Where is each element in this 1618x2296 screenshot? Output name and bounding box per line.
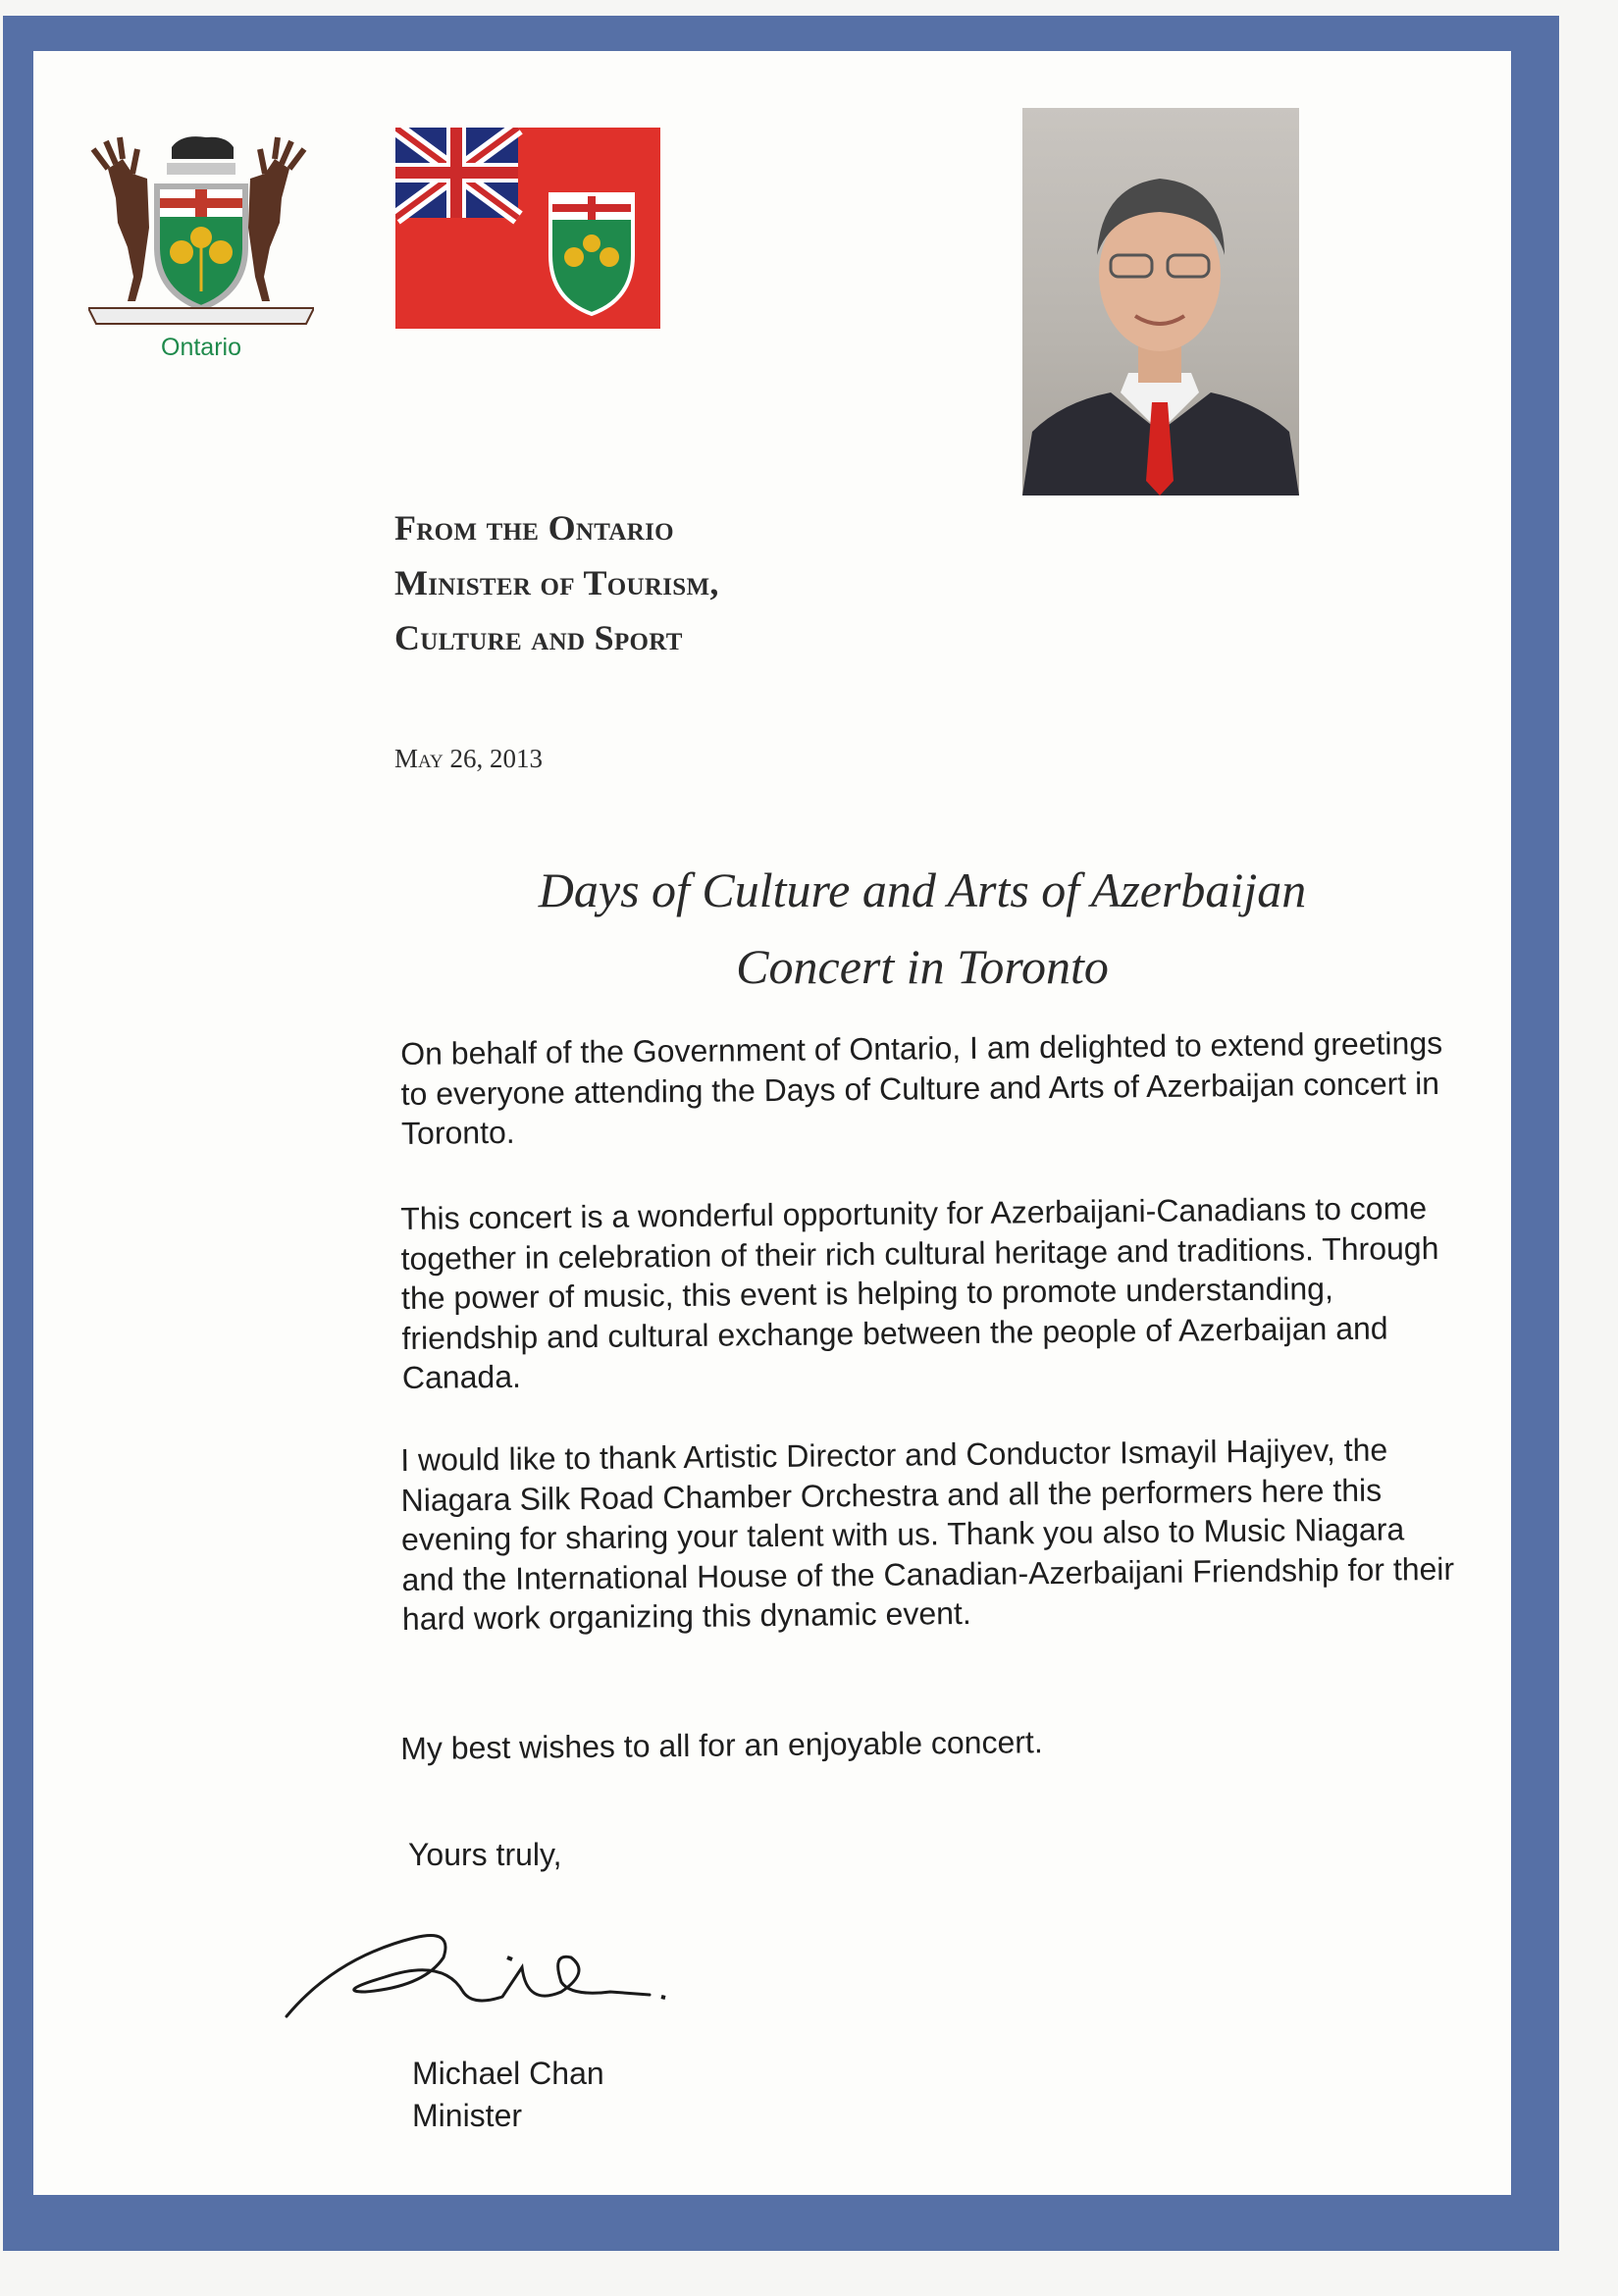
letter-header bbox=[394, 500, 983, 665]
title-line-2: Concert in Toronto bbox=[736, 939, 1109, 994]
header-line-1: From the Ontario bbox=[394, 508, 674, 548]
ontario-flag-icon bbox=[395, 128, 660, 329]
signatory-name: Michael Chan bbox=[412, 2056, 604, 2091]
header-line-3: Culture and Sport bbox=[394, 618, 683, 657]
body-paragraph-4: My best wishes to all for an enjoyable concert. bbox=[400, 1724, 1043, 1766]
closing-salutation: Yours truly, bbox=[408, 1837, 562, 1872]
body-paragraph-1: On behalf of the Government of Ontario, I am delighted to extend greetings to everyone attending the Days of Culture and Arts of Azerbaijan concert in Toronto. bbox=[400, 1024, 1443, 1151]
ontario-logo-label: Ontario bbox=[161, 334, 241, 361]
body-paragraph-2: This concert is a wonderful opportunity for Azerbaijani-Canadians to come together in celebration of their rich cultural heritage and traditions. Through the power of music, this event is helping to promote understanding, friendship and cultural exchange between the people of Azerbaijan and Canada. bbox=[400, 1190, 1439, 1395]
signatory-title: Minister bbox=[412, 2098, 523, 2133]
minister-portrait-photo bbox=[1022, 108, 1299, 496]
ontario-coat-of-arms-icon bbox=[88, 130, 314, 326]
letter-date: May 26, 2013 bbox=[394, 744, 543, 773]
body-paragraph-3: I would like to thank Artistic Director and Conductor Ismayil Hajiyev, the Niagara Silk Road Chamber Orchestra and all the performers here this evening for sharing your talent with us. Thank you also to Music Niagara and the International House of the Canadian-Azerbaijani Friendship for their hard work organizing this dynamic event. bbox=[400, 1432, 1455, 1637]
header-line-2: Minister of Tourism, bbox=[394, 563, 719, 602]
handwritten-signature-icon bbox=[277, 1899, 669, 2036]
title-line-1: Days of Culture and Arts of Azerbaijan bbox=[538, 862, 1307, 917]
letter-title bbox=[373, 852, 1472, 1005]
